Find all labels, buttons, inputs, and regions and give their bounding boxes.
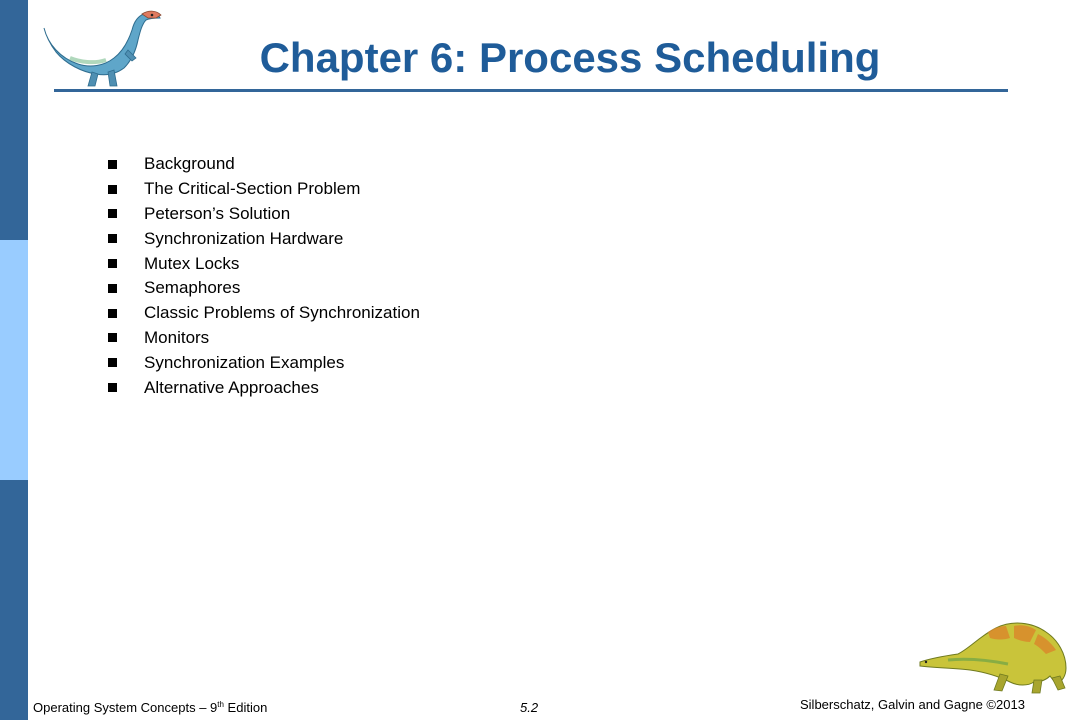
left-accent-band (0, 0, 28, 720)
footer-book-suffix: Edition (223, 700, 268, 715)
list-item (108, 202, 420, 227)
list-item (108, 350, 420, 375)
square-bullet-icon (108, 209, 117, 218)
footer-book-prefix: Operating System Concepts – 9 (33, 700, 218, 715)
list-item (108, 301, 420, 326)
left-band-middle-segment (0, 240, 28, 480)
slide-title: Chapter 6: Process Scheduling (259, 34, 881, 81)
dinosaur-logo-bottom (918, 618, 1070, 694)
list-item (108, 226, 420, 251)
bullet-text: Peterson’s Solution (144, 203, 291, 223)
square-bullet-icon (108, 309, 117, 318)
title-underline-divider (54, 89, 1008, 92)
bullet-text: Synchronization Hardware (144, 228, 344, 248)
bullet-text: Semaphores (144, 278, 241, 298)
square-bullet-icon (108, 333, 117, 342)
square-bullet-icon (108, 358, 117, 367)
footer-book-superscript: th (217, 700, 224, 709)
bullet-text: Alternative Approaches (144, 377, 319, 397)
list-item (108, 375, 420, 400)
square-bullet-icon (108, 383, 117, 392)
list-item (108, 177, 420, 202)
list-item (108, 251, 420, 276)
bullet-text: Classic Problems of Synchronization (144, 303, 420, 323)
square-bullet-icon (108, 284, 117, 293)
bullet-text: The Critical-Section Problem (144, 179, 361, 199)
dinosaur-logo-top (40, 6, 165, 88)
bullet-text: Monitors (144, 327, 210, 347)
footer-book-title (33, 700, 267, 715)
topic-bullet-list (108, 152, 420, 400)
left-band-bottom-segment (0, 480, 28, 720)
bullet-text: Background (144, 154, 235, 174)
square-bullet-icon (108, 259, 117, 268)
bullet-text: Synchronization Examples (144, 352, 345, 372)
footer-page-number: 5.2 (520, 700, 539, 715)
square-bullet-icon (108, 234, 117, 243)
square-bullet-icon (108, 185, 117, 194)
list-item (108, 152, 420, 177)
footer-copyright: Silberschatz, Galvin and Gagne ©2013 (800, 697, 1025, 712)
bullet-text: Mutex Locks (144, 253, 240, 273)
left-band-top-segment (0, 0, 28, 240)
list-item (108, 326, 420, 351)
square-bullet-icon (108, 160, 117, 169)
list-item (108, 276, 420, 301)
